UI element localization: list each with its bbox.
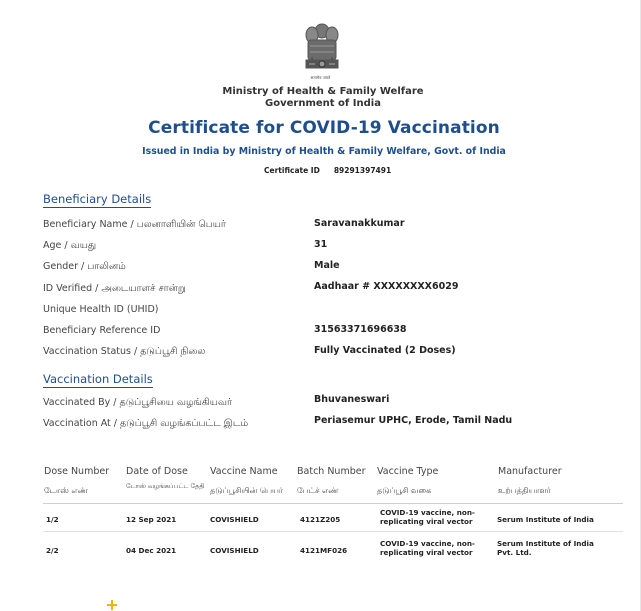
- vaccinated-at-label: Vaccination At / தடுப்பூசி வழங்கப்பட்ட இடம்: [43, 418, 249, 429]
- age-value: 31: [314, 239, 328, 250]
- gender-value: Male: [314, 260, 340, 271]
- vaccine-name-cell: COVISHIELD: [210, 515, 259, 524]
- table-header-date-of-dose: Date of Dose: [126, 466, 188, 477]
- id-verified-value: Aadhaar # XXXXXXXX6029: [314, 281, 459, 292]
- vaccine-name-cell: COVISHIELD: [210, 546, 259, 555]
- ministry-name: Ministry of Health & Family Welfare: [222, 86, 424, 97]
- gender-label: Gender / பாலினம்: [43, 261, 126, 272]
- table-header-vaccine-type-ta: தடுப்பூசி வகை: [377, 486, 432, 495]
- vaccine-type-cell: COVID-19 vaccine, non-replicating viral vector: [380, 539, 475, 557]
- batch-number-cell: 4121Z205: [300, 515, 341, 524]
- vaccine-type-cell: COVID-19 vaccine, non-replicating viral vector: [380, 508, 475, 526]
- government-name: Government of India: [265, 98, 381, 109]
- certificate-subtitle: Issued in India by Ministry of Health & Family Welfare, Govt. of India: [142, 146, 506, 157]
- dose-date-cell: 04 Dec 2021: [126, 546, 177, 555]
- beneficiary-name-label: Beneficiary Name / பலனாளியின் பெயர்: [43, 219, 226, 230]
- certificate-id-label: Certificate ID: [264, 166, 320, 175]
- table-header-vaccine-type: Vaccine Type: [377, 466, 439, 477]
- vaccinated-at-value: Periasemur UPHC, Erode, Tamil Nadu: [314, 415, 513, 426]
- certificate-id: [264, 166, 391, 175]
- batch-number-cell: 4121MF026: [300, 546, 348, 555]
- vaccination-status-label: Vaccination Status / தடுப்பூசி நிலை: [43, 346, 206, 357]
- beneficiary-reference-label: Beneficiary Reference ID: [43, 325, 161, 336]
- plus-marker-icon: [107, 600, 117, 610]
- table-header-manufacturer-ta: உற்பத்தியாளர்: [498, 486, 551, 495]
- emblem-caption: सत्यमेव जयते: [310, 75, 331, 80]
- table-header-dose-number: Dose Number: [44, 466, 110, 477]
- table-header-divider: [43, 503, 623, 504]
- vaccination-status-value: Fully Vaccinated (2 Doses): [314, 345, 456, 356]
- id-verified-label: ID Verified / அடையாளச் சான்று: [43, 283, 186, 294]
- table-header-vaccine-name-ta: தடுப்பூசியின் பெயர்: [210, 486, 284, 495]
- table-header-manufacturer: Manufacturer: [498, 466, 562, 477]
- certificate-title: Certificate for COVID-19 Vaccination: [148, 118, 500, 138]
- dose-date-cell: 12 Sep 2021: [126, 515, 177, 524]
- age-label: Age / வயது: [43, 240, 97, 251]
- vaccinated-by-value: Bhuvaneswari: [314, 394, 390, 405]
- table-header-batch-number-ta: பேட்ச் எண்: [297, 486, 339, 495]
- manufacturer-cell: Serum Institute of India Pvt. Ltd.: [497, 539, 594, 557]
- beneficiary-reference-value: 31563371696638: [314, 324, 407, 335]
- certificate-id-value: 89291397491: [333, 166, 392, 175]
- table-header-dose-number-ta: டோஸ் எண்: [44, 486, 88, 495]
- manufacturer-cell: Serum Institute of India: [497, 515, 594, 524]
- table-header-date-of-dose-ta: டோஸ் வழங்கப்பட்ட தேதி: [126, 482, 205, 490]
- uhid-label: Unique Health ID (UHID): [43, 304, 159, 315]
- dose-number-cell: 2/2: [46, 546, 59, 555]
- vaccination-section-title: Vaccination Details: [43, 372, 153, 386]
- table-row-divider: [43, 531, 623, 532]
- beneficiary-section-title: Beneficiary Details: [43, 192, 152, 206]
- vaccinated-by-label: Vaccinated By / தடுப்பூசியை வழங்கியவர்: [43, 397, 232, 408]
- table-header-vaccine-name: Vaccine Name: [210, 466, 278, 477]
- dose-number-cell: 1/2: [46, 515, 59, 524]
- table-header-batch-number: Batch Number: [297, 466, 366, 477]
- beneficiary-name-value: Saravanakkumar: [314, 218, 405, 229]
